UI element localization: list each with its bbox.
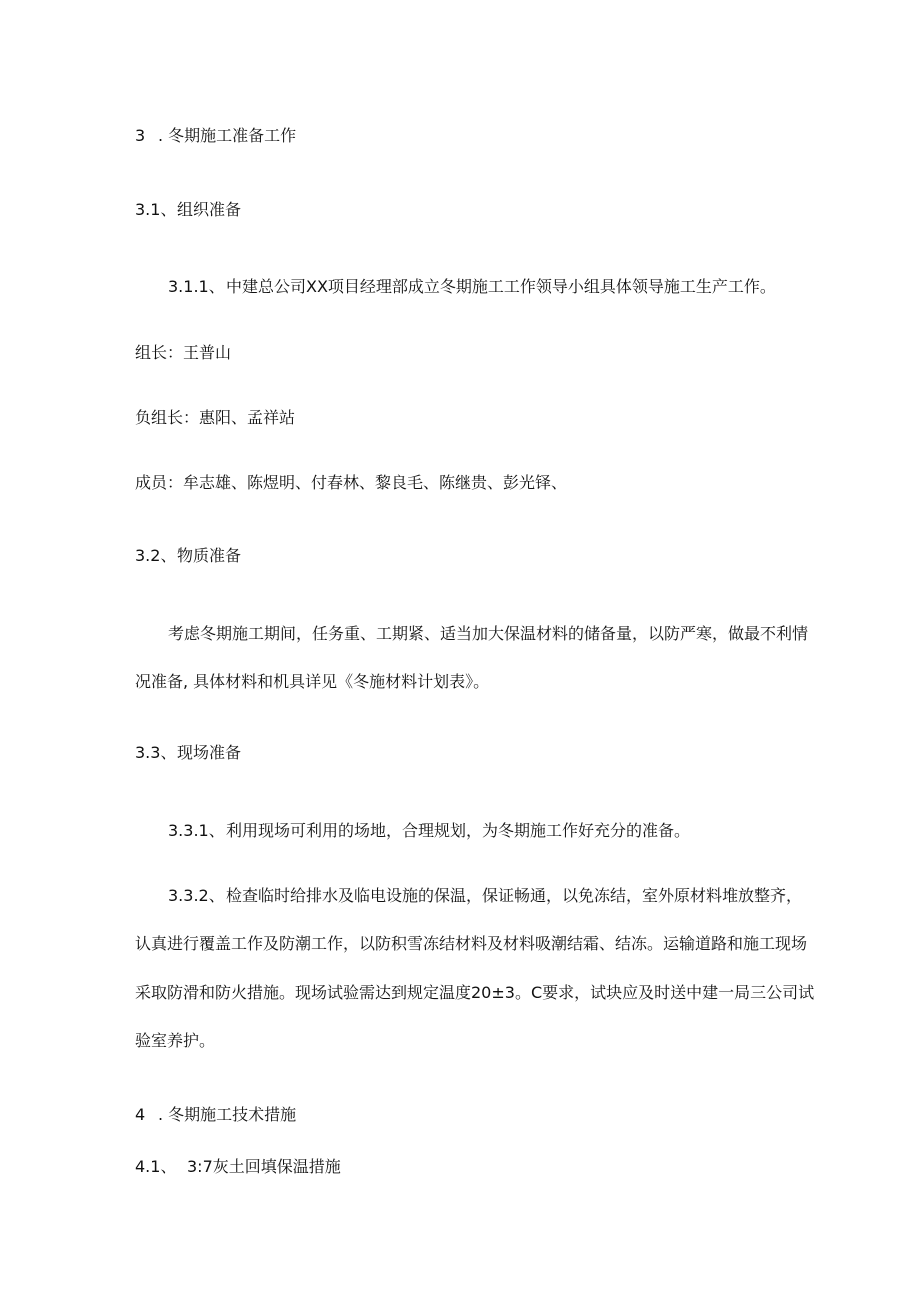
section-3-2-heading bbox=[135, 546, 241, 566]
section-3-3-2-paragraph-line-3: 采取防滑和防火措施。现场试验需达到规定温度20±3。C要求，试块应及时送中建一局三公司试 bbox=[135, 983, 815, 1002]
section-3-3-1-paragraph bbox=[168, 821, 690, 841]
material-prep-paragraph-line-2: 况准备, 具体材料和机具详见《冬施材料计划表》。 bbox=[135, 672, 490, 691]
section-title: 组织准备 bbox=[177, 200, 242, 219]
section-number: 3.1.1、 bbox=[168, 277, 225, 296]
section-title: . 冬期施工准备工作 bbox=[158, 126, 297, 145]
section-number: 4.1、 bbox=[135, 1157, 177, 1176]
section-number: 4 bbox=[135, 1105, 146, 1124]
paragraph-text: 利用现场可利用的场地，合理规划，为冬期施工作好充分的准备。 bbox=[226, 821, 691, 840]
section-number: 3.3、 bbox=[135, 743, 177, 762]
section-number: 3.3.2、 bbox=[168, 886, 225, 905]
section-3-1-heading bbox=[135, 200, 241, 220]
section-title: . 冬期施工技术措施 bbox=[158, 1105, 297, 1124]
section-number: 3.1、 bbox=[135, 200, 177, 219]
section-number: 3 bbox=[135, 126, 146, 145]
section-3-3-2-paragraph-line-4: 验室养护。 bbox=[135, 1031, 216, 1050]
section-title: 现场准备 bbox=[177, 743, 242, 762]
section-3-heading bbox=[135, 126, 296, 146]
section-number: 3.2、 bbox=[135, 546, 177, 565]
team-leader-line: 组长：王普山 bbox=[135, 343, 232, 362]
material-prep-paragraph-line-1: 考虑冬期施工期间，任务重、工期紧、适当加大保温材料的储备量，以防严寒，做最不利情 bbox=[168, 624, 809, 643]
section-3-1-1-paragraph bbox=[168, 277, 776, 297]
section-title: 物质准备 bbox=[177, 546, 242, 565]
section-number: 3.3.1、 bbox=[168, 821, 225, 840]
section-3-3-heading bbox=[135, 743, 241, 763]
paragraph-text: 中建总公司XX项目经理部成立冬期施工工作领导小组具体领导施工生产工作。 bbox=[226, 277, 776, 296]
section-title: 3:7灰土回填保温措施 bbox=[187, 1157, 341, 1176]
section-4-1-heading bbox=[135, 1157, 341, 1177]
section-3-3-2-paragraph-line-2: 认真进行覆盖工作及防潮工作，以防积雪冻结材料及材料吸潮结霜、结冻。运输道路和施工现场 bbox=[135, 934, 808, 953]
deputy-leader-line: 负组长：惠阳、孟祥站 bbox=[135, 408, 296, 427]
team-members-line: 成员：牟志雄、陈煜明、付春林、黎良毛、陈继贵、彭光铎、 bbox=[135, 473, 568, 492]
section-3-3-2-paragraph-line-1 bbox=[168, 886, 802, 906]
section-4-heading bbox=[135, 1105, 296, 1125]
paragraph-text: 检查临时给排水及临电设施的保温，保证畅通，以免冻结，室外原材料堆放整齐， bbox=[226, 886, 803, 905]
